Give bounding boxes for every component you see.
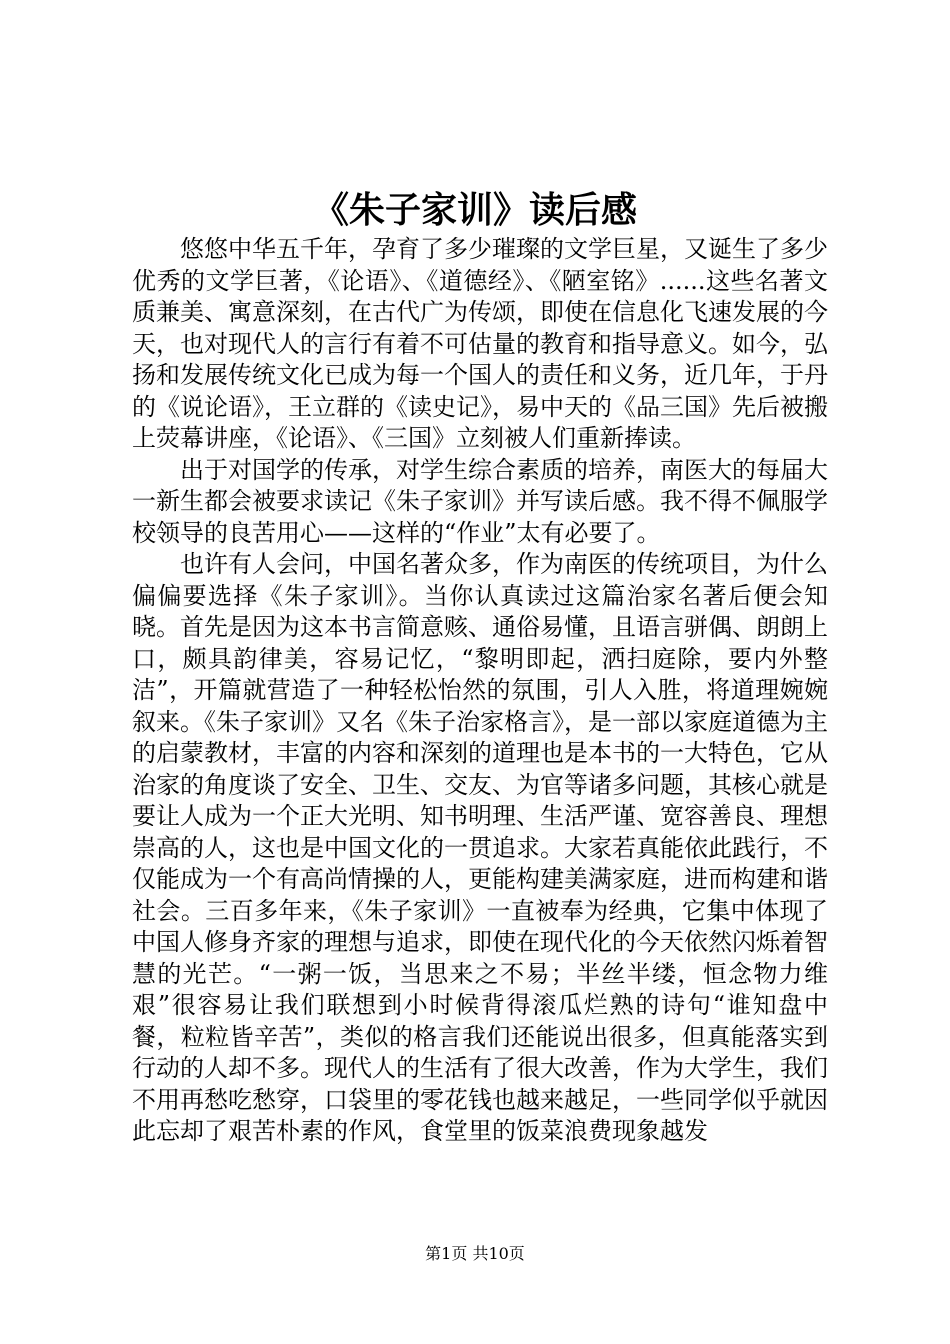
paragraph-3: 也许有人会问，中国名著众多，作为南医的传统项目，为什么偏偏要选择《朱子家训》。当你认真读过这篇治家名著后便会知晓。首先是因为这本书言简意赅、通俗易懂，且语言骈偶、朗朗上口，颇具韵律美，容易记忆，“黎明即起，洒扫庭除，要内外整洁”，开篇就营造了一种轻松怡然的氛围，引人入胜，将道理婉婉叙来。《朱子家训》又名《朱子治家格言》，是一部以家庭道德为主的启蒙教材，丰富的内容和深刻的道理也是本书的一大特色，它从治家的角度谈了安全、卫生、交友、为官等诸多问题，其核心就是要让人成为一个正大光明、知书明理、生活严谨、宽容善良、理想崇高的人，这也是中国文化的一贯追求。大家若真能依此践行，不仅能成为一个有高尚情操的人，更能构建美满家庭，进而构建和谐社会。三百多年来，《朱子家训》一直被奉为经典，它集中体现了中国人修身齐家的理想与追求，即使在现代化的今天依然闪烁着智慧的光芒。“一粥一饭，当思来之不易；半丝半缕，恒念物力维艰”很容易让我们联想到小时候背得滚瓜烂熟的诗句“谁知盘中餐，粒粒皆辛苦”，类似的格言我们还能说出很多，但真能落实到行动的人却不多。现代人的生活有了很大改善，作为大学生，我们不用再愁吃愁穿，口袋里的零花钱也越来越足，一些同学似乎就因此忘却了艰苦朴素的作风，食堂里的饭菜浪费现象越发 [132,550,828,1145]
document-body [132,234,828,1148]
page-number-footer: 第1页 共10页 [425,1244,525,1263]
paragraph-2: 出于对国学的传承，对学生综合素质的培养，南医大的每届大一新生都会被要求读记《朱子家训》并写读后感。我不得不佩服学校领导的良苦用心——这样的“作业”太有必要了。 [132,455,828,547]
paragraph-1: 悠悠中华五千年，孕育了多少璀璨的文学巨星，又诞生了多少优秀的文学巨著，《论语》、《道德经》、《陋室铭》......这些名著文质兼美、寓意深刻，在古代广为传颂，即使在信息化飞速发展的今天，也对现代人的言行有着不可估量的教育和指导意义。如今，弘扬和发展传统文化已成为每一个国人的责任和义务，近几年，于丹的《说论语》，王立群的《读史记》，易中天的《品三国》先后被搬上荧幕讲座，《论语》、《三国》立刻被人们重新捧读。 [132,235,828,452]
document-title: 《朱子家训》读后感 [312,189,637,231]
